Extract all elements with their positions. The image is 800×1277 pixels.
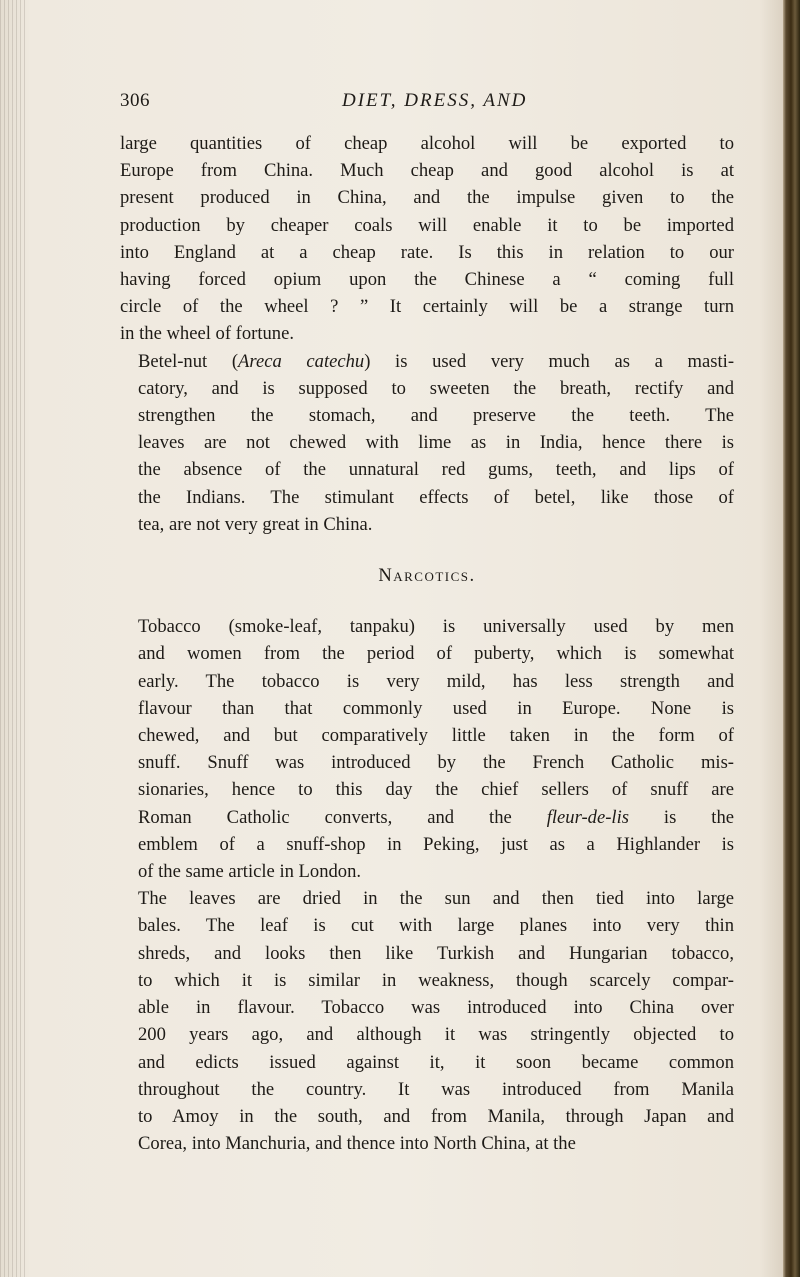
text-line: chewed, and but comparatively little taken in the form of [138,725,734,747]
text-line: Corea, into Manchuria, and thence into North China, at the [138,1133,576,1155]
text-line: bales. The leaf is cut with large planes into very thin [138,915,734,937]
italic-phrase: fleur-de-lis [546,806,629,828]
paragraphs-before-heading [120,130,734,538]
running-head-title: DIET, DRESS, AND [342,90,528,111]
paragraph [120,348,734,538]
text-line: the Indians. The stimulant effects of betel, like those of [138,486,734,508]
text-line: strengthen the stomach, and preserve the teeth. The [138,405,734,427]
text-line: catory, and is supposed to sweeten the breath, rectify and [138,377,734,399]
text-line: of the same article in London. [138,861,362,883]
text-line: early. The tobacco is very mild, has less strength and [138,670,734,692]
text-line: large quantities of cheap alcohol will be exported to [120,133,734,154]
text-line: Europe from China. Much cheap and good alcohol is at [120,160,734,182]
text-line: and women from the period of puberty, which is somewhat [138,643,734,665]
text-line: leaves are not chewed with lime as in India, hence there is [138,432,734,454]
page-number: 306 [120,90,150,111]
text-line: able in flavour. Tobacco was introduced into China over [138,997,734,1019]
text-line: and edicts issued against it, it soon became common [138,1051,734,1073]
text-line: shreds, and looks then like Turkish and Hungarian tobacco, [138,942,734,964]
paragraph [120,130,734,348]
text-line: Betel-nut (Areca catechu) is used very much as a masti- [138,350,735,372]
text-line: flavour than that commonly used in Europe. None is [138,697,734,719]
text-line: 200 years ago, and although it was stringently objected to [138,1024,734,1046]
text-line: circle of the wheel ? ” It certainly will be a strange turn [120,296,734,318]
paragraph [120,613,734,885]
binding-gutter [0,0,26,1277]
text-line: tea, are not very great in China. [138,513,373,535]
body-text [120,130,734,1157]
text-line: Tobacco (smoke-leaf, tanpaku) is universally used by men [138,616,734,638]
page-edge [783,0,800,1277]
text-line: present produced in China, and the impulse given to the [120,187,734,209]
text-line: Roman Catholic converts, and the fleur-de-lis is the [138,806,735,828]
text-line: snuff. Snuff was introduced by the French Catholic mis- [138,752,734,774]
text-line: emblem of a snuff-shop in Peking, just as a Highlander is [138,833,734,855]
italic-phrase: Areca catechu [238,350,365,372]
text-line: to which it is similar in weakness, though scarcely compar- [138,969,734,991]
text-line: production by cheaper coals will enable it to be imported [120,214,734,236]
text-line: The leaves are dried in the sun and then tied into large [138,888,734,910]
text-line: into England at a cheap rate. Is this in relation to our [120,241,734,263]
text-line: throughout the country. It was introduced from Manila [138,1078,734,1100]
paragraph [120,885,734,1157]
section-heading: Narcotics. [378,565,476,587]
text-line: in the wheel of fortune. [120,323,294,345]
text-line: having forced opium upon the Chinese a “ coming full [120,269,734,291]
text-line: to Amoy in the south, and from Manila, through Japan and [138,1105,734,1127]
text-line: the absence of the unnatural red gums, teeth, and lips of [138,459,734,481]
paragraphs-after-heading [120,613,734,1157]
running-head [120,90,734,116]
text-line: sionaries, hence to this day the chief sellers of snuff are [138,779,734,801]
